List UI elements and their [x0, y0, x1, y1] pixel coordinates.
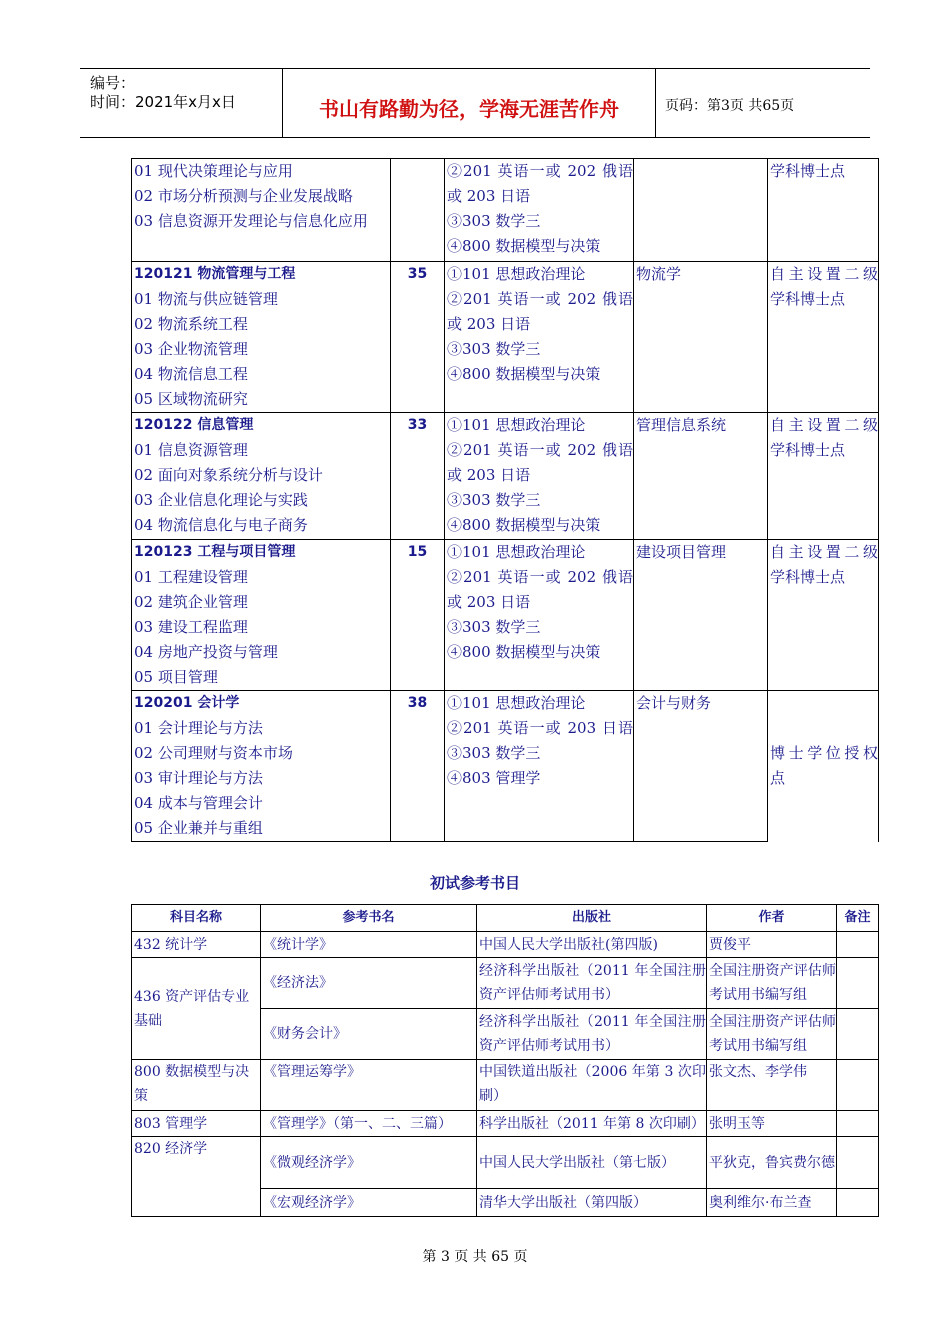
subject-cell: 436 资产评估专业基础 — [132, 958, 261, 1060]
direction-item: 04 成本与管理会计 — [134, 794, 263, 812]
exam-item: 或 203 日语 — [447, 187, 531, 205]
table-row — [132, 159, 879, 262]
book-cell: 《管理运筹学》 — [261, 1060, 477, 1111]
book-cell: 《管理学》（第一、二、三篇） — [261, 1111, 477, 1137]
direction-item: 02 市场分析预测与企业发展战略 — [134, 187, 353, 205]
direction-item: 03 审计理论与方法 — [134, 769, 263, 787]
table-row — [132, 540, 879, 691]
reference-books-table — [131, 904, 879, 1217]
exam-item: ②201 英语一或 202 俄语 — [447, 290, 633, 308]
book-cell: 《微观经济学》 — [261, 1137, 477, 1189]
exam-subjects-cell — [445, 262, 634, 413]
retest-subject-cell: 管理信息系统 — [634, 413, 768, 540]
note-cell — [837, 1009, 879, 1060]
table-row — [132, 1137, 879, 1189]
remark-line: 自主设置二级 — [770, 543, 878, 561]
quota-cell: 35 — [391, 262, 445, 413]
exam-item: ②201 英语一或 203 日语 — [447, 719, 633, 737]
quota-cell: 38 — [391, 691, 445, 842]
note-cell — [837, 1189, 879, 1217]
subject-cell: 800 数据模型与决策 — [132, 1060, 261, 1111]
book-cell: 《经济法》 — [261, 958, 477, 1009]
note-cell — [837, 958, 879, 1009]
table-row — [132, 932, 879, 958]
book-cell: 《统计学》 — [261, 932, 477, 958]
column-header: 备注 — [837, 905, 879, 932]
exam-item: ③303 数学三 — [447, 212, 541, 230]
book-cell: 《财务会计》 — [261, 1009, 477, 1060]
direction-item: 03 建设工程监理 — [134, 618, 248, 636]
author-cell: 张文杰、李学伟 — [707, 1060, 837, 1111]
exam-item: ④800 数据模型与决策 — [447, 643, 601, 661]
column-header: 出版社 — [477, 905, 707, 932]
exam-subjects-cell — [445, 413, 634, 540]
remark-cell — [768, 262, 879, 413]
exam-item: ③303 数学三 — [447, 618, 541, 636]
direction-item: 03 企业信息化理论与实践 — [134, 491, 308, 509]
direction-item: 05 项目管理 — [134, 668, 218, 686]
direction-item: 05 区域物流研究 — [134, 390, 248, 408]
press-cell: 经济科学出版社（2011 年全国注册资产评估师考试用书） — [477, 1009, 707, 1060]
author-cell: 平狄克，鲁宾费尔德 — [707, 1137, 837, 1189]
exam-item: ②201 英语一或 202 俄语 — [447, 162, 633, 180]
exam-item: 或 203 日语 — [447, 593, 531, 611]
remark-cell — [768, 691, 879, 842]
column-header: 参考书名 — [261, 905, 477, 932]
header-page-number: 页码：第3页 共65页 — [665, 98, 795, 114]
remark-line: 学科博士点 — [770, 290, 846, 308]
remark-line: 点 — [770, 769, 786, 788]
remark-line: 博士学位授权 — [770, 744, 878, 763]
quota-cell: 33 — [391, 413, 445, 540]
direction-item: 02 面向对象系统分析与设计 — [134, 466, 323, 484]
exam-subjects-cell — [445, 159, 634, 262]
exam-subjects-cell — [445, 540, 634, 691]
remark-cell — [768, 540, 879, 691]
author-cell: 全国注册资产评估师考试用书编写组 — [707, 958, 837, 1009]
direction-item: 01 会计理论与方法 — [134, 719, 263, 737]
retest-subject-cell: 会计与财务 — [634, 691, 768, 842]
column-header: 作者 — [707, 905, 837, 932]
table-row — [132, 691, 879, 842]
exam-item: ①101 思想政治理论 — [447, 265, 586, 283]
header-page-cell — [656, 69, 870, 137]
program-code-title: 120122 信息管理 — [134, 417, 254, 433]
press-cell: 中国人民大学出版社(第四版) — [477, 932, 707, 958]
table-row — [132, 413, 879, 540]
table-row — [132, 262, 879, 413]
press-cell: 中国人民大学出版社（第七版） — [477, 1137, 707, 1189]
press-cell: 中国铁道出版社（2006 年第 3 次印刷） — [477, 1060, 707, 1111]
note-cell — [837, 932, 879, 958]
direction-item: 03 信息资源开发理论与信息化应用 — [134, 212, 368, 230]
program-directions-cell — [132, 691, 391, 842]
remark-line: 自主设置二级 — [770, 416, 878, 434]
exam-subjects-cell — [445, 691, 634, 842]
exam-item: ③303 数学三 — [447, 744, 541, 762]
direction-item: 04 房地产投资与管理 — [134, 643, 278, 661]
program-directions-cell — [132, 159, 391, 262]
remark-line: 学科博士点 — [770, 568, 846, 586]
note-cell — [837, 1137, 879, 1189]
remark-line: 自主设置二级 — [770, 265, 878, 283]
program-table — [131, 158, 879, 842]
remark-line: 学科博士点 — [770, 441, 846, 459]
quota-cell — [391, 159, 445, 262]
table-row — [132, 1111, 879, 1137]
exam-item: ④800 数据模型与决策 — [447, 365, 601, 383]
page-footer: 第 3 页 共 65 页 — [422, 1249, 528, 1265]
retest-subject-cell: 物流学 — [634, 262, 768, 413]
exam-item: ④800 数据模型与决策 — [447, 237, 601, 255]
exam-item: ③303 数学三 — [447, 491, 541, 509]
author-cell: 张明玉等 — [707, 1111, 837, 1137]
exam-item: 或 203 日语 — [447, 466, 531, 484]
header-motto: 书山有路勤为径，学海无涯苦作舟 — [319, 97, 619, 121]
subject-cell: 820 经济学 — [132, 1137, 261, 1217]
doc-time-label: 时间：2021年x月x日 — [90, 93, 236, 111]
book-cell: 《宏观经济学》 — [261, 1189, 477, 1217]
program-directions-cell — [132, 540, 391, 691]
author-cell: 奥利维尔·布兰查 — [707, 1189, 837, 1217]
remark-line: 学科博士点 — [770, 162, 846, 180]
page-header — [80, 68, 870, 138]
direction-item: 01 信息资源管理 — [134, 441, 248, 459]
remark-cell — [768, 159, 879, 262]
exam-item: ②201 英语一或 202 俄语 — [447, 441, 633, 459]
program-directions-cell — [132, 413, 391, 540]
direction-item: 03 企业物流管理 — [134, 340, 248, 358]
exam-item: ①101 思想政治理论 — [447, 694, 586, 712]
retest-subject-cell — [634, 159, 768, 262]
retest-subject-cell: 建设项目管理 — [634, 540, 768, 691]
subject-cell: 432 统计学 — [132, 932, 261, 958]
direction-item: 01 物流与供应链管理 — [134, 290, 278, 308]
press-cell: 科学出版社（2011 年第 8 次印刷） — [477, 1111, 707, 1137]
direction-item: 02 公司理财与资本市场 — [134, 744, 293, 762]
exam-item: ④800 数据模型与决策 — [447, 516, 601, 534]
note-cell — [837, 1060, 879, 1111]
press-cell: 经济科学出版社（2011 年全国注册资产评估师考试用书） — [477, 958, 707, 1009]
program-directions-cell — [132, 262, 391, 413]
direction-item: 02 建筑企业管理 — [134, 593, 248, 611]
exam-item: ③303 数学三 — [447, 340, 541, 358]
remark-cell — [768, 413, 879, 540]
table-header-row — [132, 905, 879, 932]
program-code-title: 120121 物流管理与工程 — [134, 266, 296, 282]
subject-cell: 803 管理学 — [132, 1111, 261, 1137]
direction-item: 01 现代决策理论与应用 — [134, 162, 293, 180]
direction-item: 04 物流信息化与电子商务 — [134, 516, 308, 534]
note-cell — [837, 1111, 879, 1137]
direction-item: 04 物流信息工程 — [134, 365, 248, 383]
reference-books-title: 初试参考书目 — [429, 874, 520, 892]
exam-item: 或 203 日语 — [447, 315, 531, 333]
press-cell: 清华大学出版社（第四版） — [477, 1189, 707, 1217]
program-code-title: 120123 工程与项目管理 — [134, 544, 296, 560]
quota-cell: 15 — [391, 540, 445, 691]
direction-item: 02 物流系统工程 — [134, 315, 248, 333]
author-cell: 全国注册资产评估师考试用书编写组 — [707, 1009, 837, 1060]
exam-item: ④803 管理学 — [447, 769, 541, 787]
exam-item: ②201 英语一或 202 俄语 — [447, 568, 633, 586]
exam-item: ①101 思想政治理论 — [447, 543, 586, 561]
program-code-title: 120201 会计学 — [134, 695, 240, 711]
direction-item: 05 企业兼并与重组 — [134, 819, 263, 837]
doc-code-label: 编号： — [90, 74, 136, 92]
exam-item: ①101 思想政治理论 — [447, 416, 586, 434]
column-header: 科目名称 — [132, 905, 261, 932]
header-motto-cell — [283, 69, 656, 137]
direction-item: 01 工程建设管理 — [134, 568, 248, 586]
table-row — [132, 1060, 879, 1111]
table-row — [132, 958, 879, 1009]
author-cell: 贾俊平 — [707, 932, 837, 958]
header-info-cell — [80, 69, 283, 137]
